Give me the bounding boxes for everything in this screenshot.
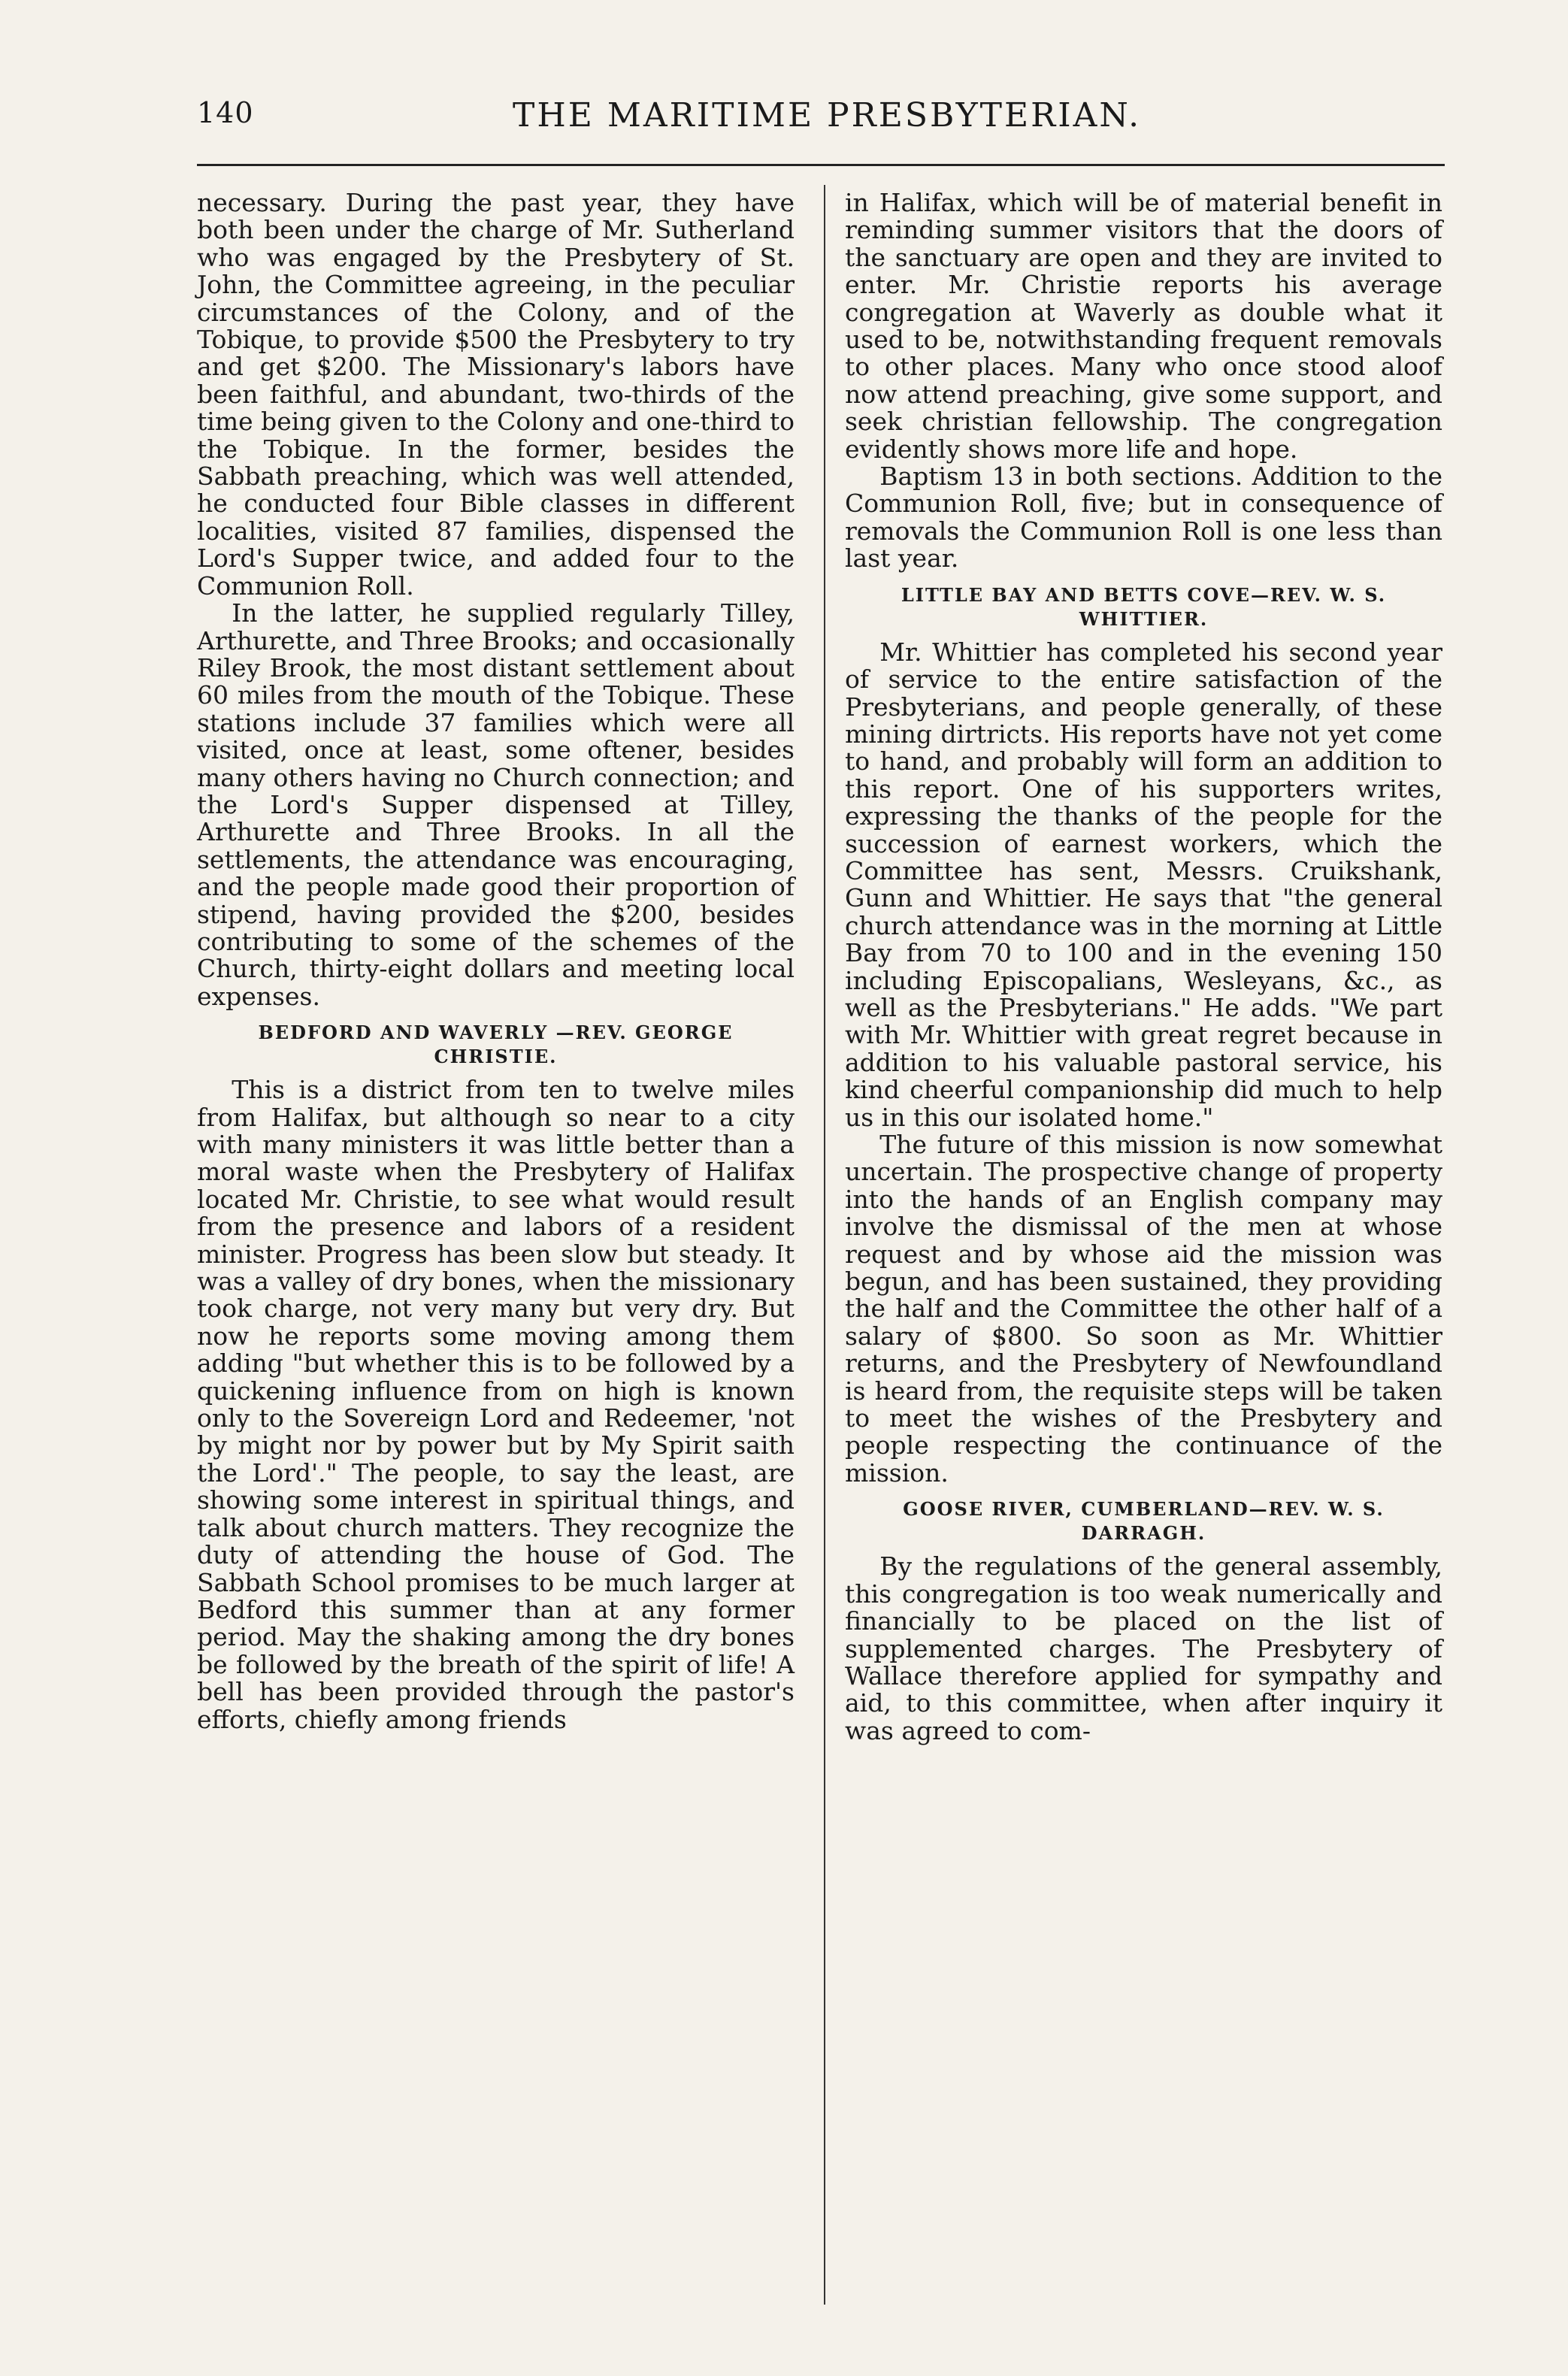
column-divider bbox=[824, 185, 825, 2305]
right-paragraph-1: in Halifax, which will be of material benefit in reminding summer visitors that the doors of the sanctuary are open and they are invited to enter. Mr. Christie reports his average congregation at Waverly as double what it used to be, notwithstanding frequent removals to other places. Many who once stood aloof now attend preaching, give some support, and seek christian fellowship. The congregation evidently shows more life and hope. bbox=[845, 188, 1442, 464]
right-paragraph-5: By the regulations of the general assembly, this congregation is too weak numerically and financially to be placed on the list of supplemented charges. The Presbytery of Wallace therefore applied for sympathy and aid, to this committee, when after inquiry it was agreed to com- bbox=[845, 1551, 1442, 1745]
left-column bbox=[197, 189, 795, 1733]
right-paragraph-2: Baptism 13 in both sections. Addition to the Communion Roll, five; but in consequence of removals the Communion Roll is one less than last year. bbox=[845, 462, 1442, 574]
section-heading-goose-river: GOOSE RIVER, CUMBERLAND—REV. W. S. DARRAGH. bbox=[903, 1498, 1385, 1545]
right-paragraph-4: The future of this mission is now somewhat uncertain. The prospective change of property into the hands of an English company may involve the dismissal of the men at whose request and by whose aid the mission was begun, and has been sustained, they providing the half and the Committee the other half of a salary of $800. So soon as Mr. Whittier returns, and the Presbytery of Newfoundland is heard from, the requisite steps will be taken to meet the wishes of the Presbytery and people respecting the continuance of the mission. bbox=[845, 1130, 1442, 1488]
page-number: 140 bbox=[197, 96, 254, 129]
journal-title: THE MARITIME PRESBYTERIAN. bbox=[513, 96, 1142, 135]
page-header bbox=[197, 96, 1445, 149]
section-heading-bedford-waverly: BEDFORD AND WAVERLY —REV. GEORGE CHRISTIE. bbox=[258, 1022, 734, 1068]
left-paragraph-2: In the latter, he supplied regularly Tilley, Arthurette, and Three Brooks; and occasionally Riley Brook, the most distant settlement about 60 miles from the mouth of the Tobique. These stations include 37 families which were all visited, once at least, some oftener, besides many others having no Church connection; and the Lord's Supper dispensed at Tilley, Arthurette and Three Brooks. In all the settlements, the attendance was encouraging, and the people made good their proportion of stipend, having provided the $200, besides contributing to some of the schemes of the Church, thirty-eight dollars and meeting local expenses. bbox=[197, 598, 795, 1011]
left-paragraph-1: necessary. During the past year, they have both been under the charge of Mr. Sutherland who was engaged by the Presbytery of St. John, the Committee agreeing, in the peculiar circumstances of the Colony, and of the Tobique, to provide $500 the Presbytery to try and get $200. The Missionary's labors have been faithful, and abundant, two-thirds of the time being given to the Colony and one-third to the Tobique. In the former, besides the Sabbath preaching, which was well attended, he conducted four Bible classes in different localities, visited 87 families, dispensed the Lord's Supper twice, and added four to the Communion Roll. bbox=[197, 188, 795, 601]
right-paragraph-3: Mr. Whittier has completed his second year of service to the entire satisfaction of the Presbyterians, and people generally, of these mining dirtricts. His reports have not yet come to hand, and probably will form an addition to this report. One of his supporters writes, expressing the thanks of the people for the succession of earnest workers, which the Committee has sent, Messrs. Cruikshank, Gunn and Whittier. He says that "the general church attendance was in the morning at Little Bay from 70 to 100 and in the evening 150 including Episcopalians, Wesleyans, &c., as well as the Presbyterians." He adds. "We part with Mr. Whittier with great regret because in addition to his valuable pastoral service, his kind cheerful companionship did much to help us in this our isolated home." bbox=[845, 637, 1442, 1132]
right-column bbox=[845, 189, 1442, 1745]
left-paragraph-3: This is a district from ten to twelve miles from Halifax, but although so near to a city with many ministers it was little better than a moral waste when the Presbytery of Halifax located Mr. Christie, to see what would result from the presence and labors of a resident minister. Progress has been slow but steady. It was a valley of dry bones, when the missionary took charge, not very many but very dry. But now he reports some moving among them adding "but whether this is to be followed by a quickening influence from on high is known only to the Sovereign Lord and Redeemer, 'not by might nor by power but by My Spirit saith the Lord'." The people, to say the least, are showing some interest in spiritual things, and talk about church matters. They recognize the duty of attending the house of God. The Sabbath School promises to be much larger at Bedford this summer than at any former period. May the shaking among the dry bones be followed by the breath of the spirit of life! A bell has been provided through the pastor's efforts, chiefly among friends bbox=[197, 1075, 795, 1734]
header-rule bbox=[197, 164, 1445, 166]
section-heading-little-bay: LITTLE BAY AND BETTS COVE—REV. W. S. WHITTIER. bbox=[901, 583, 1387, 630]
